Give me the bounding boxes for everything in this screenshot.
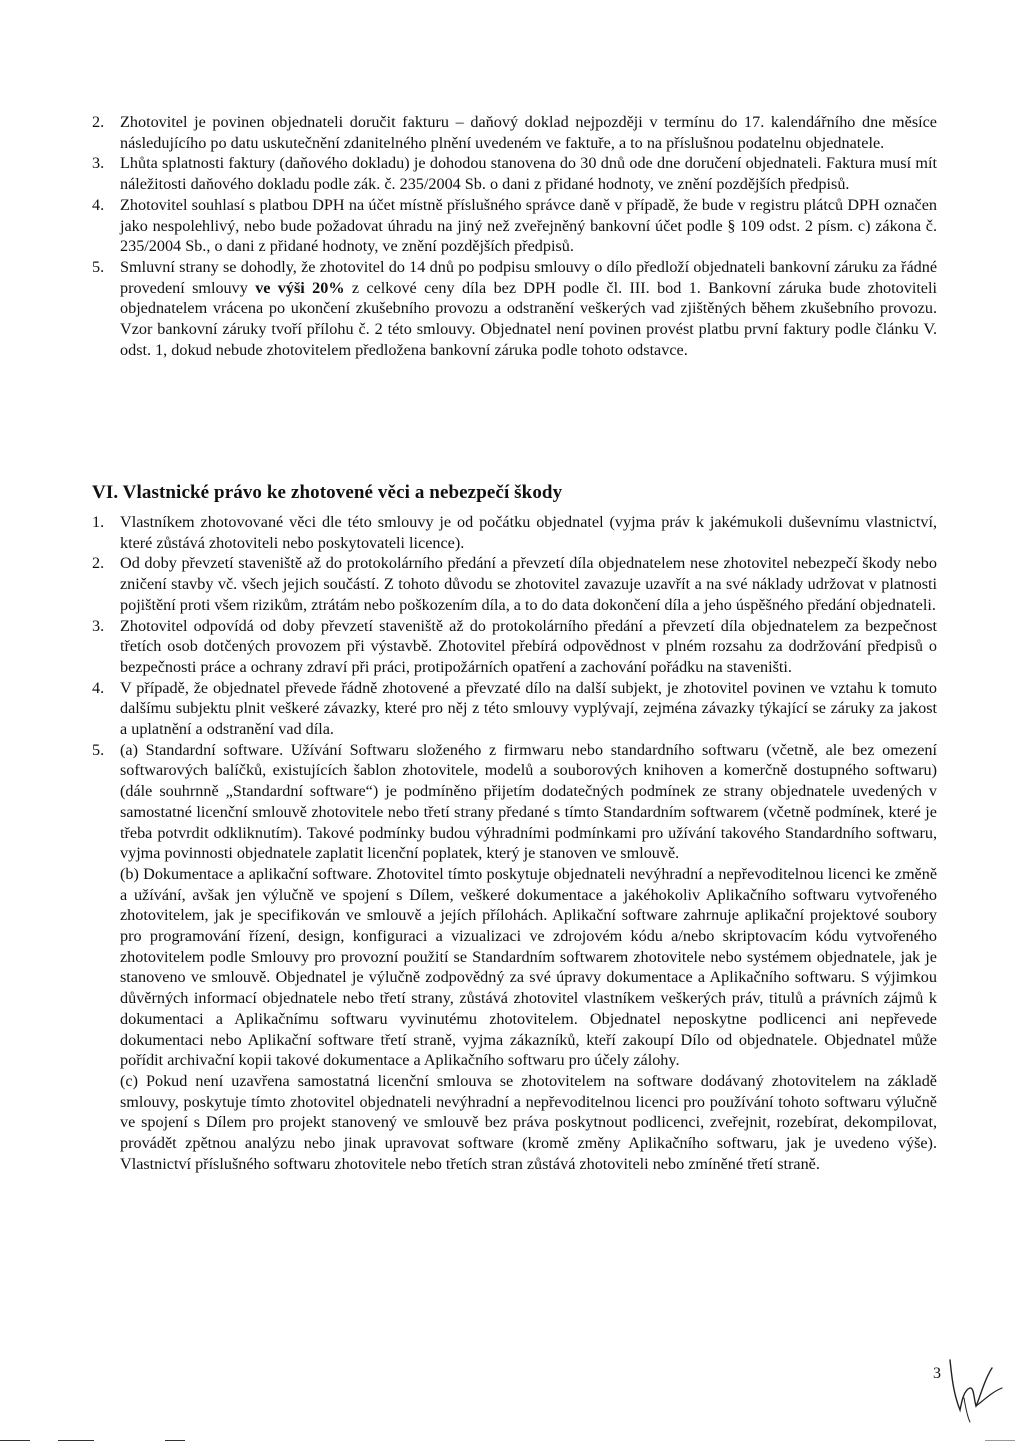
subparagraph-c: (c) Pokud není uzavřena samostatná licenční smlouva se zhotovitelem na software dodávaný zhotovitelem na základě smlouvy, poskytuje tímto zhotovitel objednateli nevýhradní a nepřevoditelnou licenci pro používání tohoto softwaru výlučně ve spojení s Dílem pro projekt stanovený ve smlouvě bez práva poskytnout podlicenci, zveřejnit, rozebírat, dekompilovat, provádět zpětnou analýzu nebo jinak upravovat software (kromě změny Aplikačního softwaru, jak je uvedeno výše). Vlastnictví příslušného softwaru zhotovitele nebo třetích stran zůstává zhotoviteli nebo zmíněné třetí straně. (120, 1071, 937, 1173)
list-item (92, 153, 937, 194)
item-number: 3. (92, 616, 105, 635)
item-number: 2. (92, 554, 105, 573)
item-number: 2. (92, 113, 105, 131)
item-number: 1. (92, 513, 105, 531)
item-text: V případě, že objednatel převede řádně zhotovené a převzaté dílo na další subjekt, je zhotovitel povinen ve vztahu k tomuto dalšímu subjektu plnit veškeré závazky, které pro něj z této smlouvy vyplývají, zejména závazky týkající se záruky za jakost a uplatnění a odstranění vad díla. (120, 678, 937, 739)
section-6-body (92, 512, 937, 1175)
scan-artifact-line (165, 1440, 185, 1441)
item-number: 5. (92, 740, 105, 759)
item-text: Vlastníkem zhotovované věci dle této smlouvy je od počátku objednatel (vyjma práv k jakémukoli duševnímu vlastnictví, které zůstává zhotoviteli nebo poskytovateli licence). (120, 513, 937, 552)
item-text: Zhotovitel souhlasí s platbou DPH na účet místně příslušného správce daně v případě, že bude v registru plátců DPH označen jako nespolehlivý, nebo bude požadovat úhradu na jiný než zveřejněný bankovní účet podle § 109 odst. 2 písm. c) zákona č. 235/2004 Sb., o dani z přidané hodnoty, ve znění pozdějších předpisů. (120, 195, 937, 256)
list-item (92, 112, 937, 153)
item-text: Zhotovitel je povinen objednateli doručit fakturu – daňový doklad nejpozději v termínu do 17. kalendářního dne měsíce následujícího po datu uskutečnění zdanitelného plnění uvedeném ve faktuře, a to na příslušnou podatelnu objednatele. (120, 113, 937, 152)
item-number: 5. (92, 257, 105, 276)
page-number: 3 (933, 1365, 941, 1382)
item-text: Lhůta splatnosti faktury (daňového dokladu) je dohodou stanovena do 30 dnů ode dne doručení objednateli. Faktura musí mít náležitosti daňového dokladu podle zák. č. 235/2004 Sb. o dani z přidané hodnoty, ve znění pozdějších předpisů. (120, 154, 937, 194)
item-text-after: z celkové ceny díla bez DPH podle čl. III. bod 1. Bankovní záruka bude zhotoviteli objednatelem vrácena po ukončení zkušebního provozu a odstranění veškerých vad zjištěných během zkušebního provozu. Vzor bankovní záruky tvoří přílohu č. 2 této smlouvy. Objednatel není povinen provést platbu první faktury podle článku V. odst. 1, dokud nebude zhotovitelem předložena bankovní záruka podle tohoto odstavce. (120, 278, 937, 359)
item-text: Od doby převzetí staveniště až do protokolárního předání a převzetí díla objednatelem nese zhotovitel nebezpečí škody nebo zničení stavby vč. všech jejich součástí. Z tohoto důvodu se zhotovitel zavazuje uzavřít a na své náklady udržovat v platnosti pojištění proti všem rizikům, ztrátám nebo poškozením díla, a to do data dokončení díla a jeho úspěšného předání objednateli. (120, 554, 937, 614)
list-item (92, 678, 937, 740)
subparagraph-b: (b) Dokumentace a aplikační software. Zhotovitel tímto poskytuje objednateli nevýhradní a nepřevoditelnou licenci ke změně a užívání, avšak jen výlučně ve spojení s Dílem, veškeré dokumentace a jakéhokoliv Aplikačního softwaru vytvořeného zhotovitelem, jak je specifikován ve smlouvě a jejích přílohách. Aplikační software zahrnuje aplikační projektové soubory pro programování řízení, design, konfiguraci a vizualizaci ve zdrojovém kódu a/nebo skriptovacím kódu vytvořeného zhotovitelem podle Smlouvy pro provozní použití se Standardním softwarem zhotovitele nebo systémem objednatele, jak je stanoveno ve smlouvě. Objednatel je výlučně zodpovědný za své úpravy dokumentace a Aplikačního softwaru. S výjimkou důvěrných informací objednatele nebo třetí strany, zůstává zhotovitel vlastníkem veškerých práv, titulů a právních zájmů k dokumentaci a Aplikačnímu softwaru vyvinutému zhotovitelem. Objednatel neposkytne podlicenci ani nepřevede dokumentaci nebo Aplikační software třetí straně, vyjma zákazníků, kteří zakoupí Dílo od objednatele. Objednatel může pořídit archivační kopii takové dokumentace a Aplikačního softwaru pro účely zálohy. (120, 864, 937, 1070)
item-text-bold: ve výši 20% (255, 278, 345, 297)
item-number: 4. (92, 195, 105, 214)
subparagraph-a: (a) Standardní software. Užívání Softwaru složeného z firmwaru nebo standardního softwaru (včetně, ale bez omezení softwarových balíčků, existujících šablon zhotovitele, modelů a souborových knihoven a komerčně dostupného softwaru) (dále souhrnně „Standardní software“) je podmíněno přijetím dodatečných podmínek ze strany objednatele uvedených v samostatné licenční smlouvě zhotovitele nebo třetí strany předané s tímto Standardním softwarem (včetně podmínek, které je třeba potvrdit odkliknutím). Takové podmínky budou výhradními podmínkami pro užívání takového Standardního softwaru, vyjma povinnosti objednatele zaplatit licenční poplatek, který je stanoven ve smlouvě. (120, 740, 937, 863)
item-number: 4. (92, 678, 105, 697)
list-item (92, 257, 937, 361)
handwritten-signature (940, 1340, 1010, 1425)
item-number: 3. (92, 154, 105, 173)
scan-artifact-line (58, 1440, 94, 1441)
scan-artifact-line (0, 1440, 30, 1441)
list-item (92, 512, 937, 553)
item-text: Zhotovitel odpovídá od doby převzetí staveniště až do protokolárního předání a převzetí díla objednatelem za bezpečnost třetích osob dotčených provozem při výstavbě. Zhotovitel přebírá odpovědnost v plném rozsahu za dodržování předpisů o bezpečnosti práce a ochrany zdraví při práci, protipožárních opatření a zachování pořádku na staveništi. (120, 616, 937, 676)
scan-artifact-line (985, 1440, 1015, 1441)
list-item (92, 740, 937, 1175)
list-item (92, 553, 937, 615)
section-heading: VI. Vlastnické právo ke zhotovené věci a nebezpečí škody (92, 482, 563, 503)
list-item (92, 195, 937, 257)
item-text-before: Smluvní strany se dohodly, že zhotovitel do 14 dnů po podpisu smlouvy o dílo předloží objednateli bankovní záruku za řádné provedení smlouvy (120, 257, 937, 297)
list-item (92, 616, 937, 678)
section-5-continuation (92, 112, 937, 360)
